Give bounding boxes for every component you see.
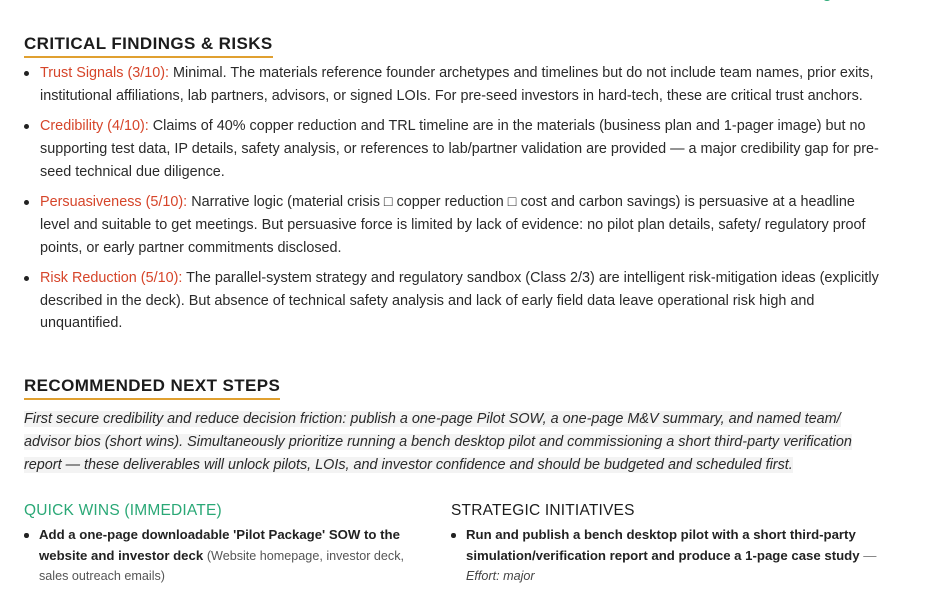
- quick-wins-list: [24, 525, 424, 587]
- findings-list: [24, 62, 884, 335]
- finding-label: Persuasiveness (5/10):: [40, 193, 188, 210]
- bullet-icon: [24, 124, 29, 129]
- bullet-icon: [24, 276, 29, 281]
- finding-label: Credibility (4/10):: [40, 118, 149, 135]
- strategic-item: [451, 525, 881, 587]
- finding-text: The parallel-system strategy and regulatory sandbox (Class 2/3) are intelligent risk-mitigation ideas (explicitly described in the deck). But absence of technical safety analysis and lack of early field data leave operational risk high and unquantified.: [40, 269, 879, 332]
- critical-findings-title: CRITICAL FINDINGS & RISKS: [24, 33, 273, 58]
- quick-wins-heading: QUICK WINS (IMMEDIATE): [24, 502, 222, 519]
- finding-item-trust: [24, 62, 884, 108]
- strategic-heading: STRATEGIC INITIATIVES: [451, 502, 635, 519]
- strategic-column: [451, 500, 881, 587]
- finding-text: Minimal. The materials reference founder archetypes and timelines but do not include team names, prior exits, institutional affiliations, lab partners, advisors, or signed LOIs. For pre-seed investors in hard-tech, these are critical trust anchors.: [40, 65, 874, 104]
- report-page: [24, 0, 884, 583]
- quick-win-where: (Website homepage, investor deck, sales outreach emails): [39, 548, 405, 583]
- finding-text: Claims of 40% copper reduction and TRL timeline are in the materials (business plan and 1-pager image) but no supporting test data, IP details, safety analysis, or references to lab/partner validation are provided — a major credibility gap for pre-seed technical due diligence.: [40, 118, 879, 180]
- finding-item-credibility: [24, 115, 884, 183]
- bullet-icon: [24, 533, 29, 538]
- next-steps-summary: [24, 408, 884, 477]
- quick-wins-column: [24, 500, 424, 587]
- finding-label: Trust Signals (3/10):: [40, 65, 170, 81]
- bullet-icon: [24, 200, 29, 205]
- finding-label: Risk Reduction (5/10):: [40, 269, 183, 286]
- summary-text: First secure credibility and reduce decision friction: publish a one-page Pilot SOW, a one-page M&V summary, and named team/ advisor bios (short wins). Simultaneously prioritize running a bench desktop pilot and commissioning a short third-party verification report — these deliverables will unlock pilots, LOIs, and investor confidence and should be budgeted and scheduled first.: [24, 410, 852, 473]
- bullet-icon: [451, 533, 456, 538]
- strategic-title: Run and publish a bench desktop pilot with a short third-party simulation/verification report and produce a 1-page case study: [466, 527, 860, 563]
- bullet-icon: [24, 71, 29, 76]
- finding-item-risk-reduction: [24, 267, 884, 335]
- strategic-effort: Effort: major: [466, 569, 535, 583]
- effort-dash: —: [863, 547, 877, 563]
- finding-text: Narrative logic (material crisis □ copper reduction □ cost and carbon savings) is persuasive at a headline level and suitable to get meetings. But persuasive force is limited by lack of evidence: no pilot plan details, safety/ regulatory proof points, or early partner commitments disclosed.: [40, 193, 866, 256]
- next-steps-title: RECOMMENDED NEXT STEPS: [24, 375, 280, 400]
- quick-win-item: [24, 525, 424, 587]
- finding-item-persuasiveness: [24, 191, 884, 259]
- quick-win-title: Add a one-page downloadable 'Pilot Package' SOW to the website and investor deck: [39, 527, 400, 563]
- strategic-list: [451, 525, 881, 587]
